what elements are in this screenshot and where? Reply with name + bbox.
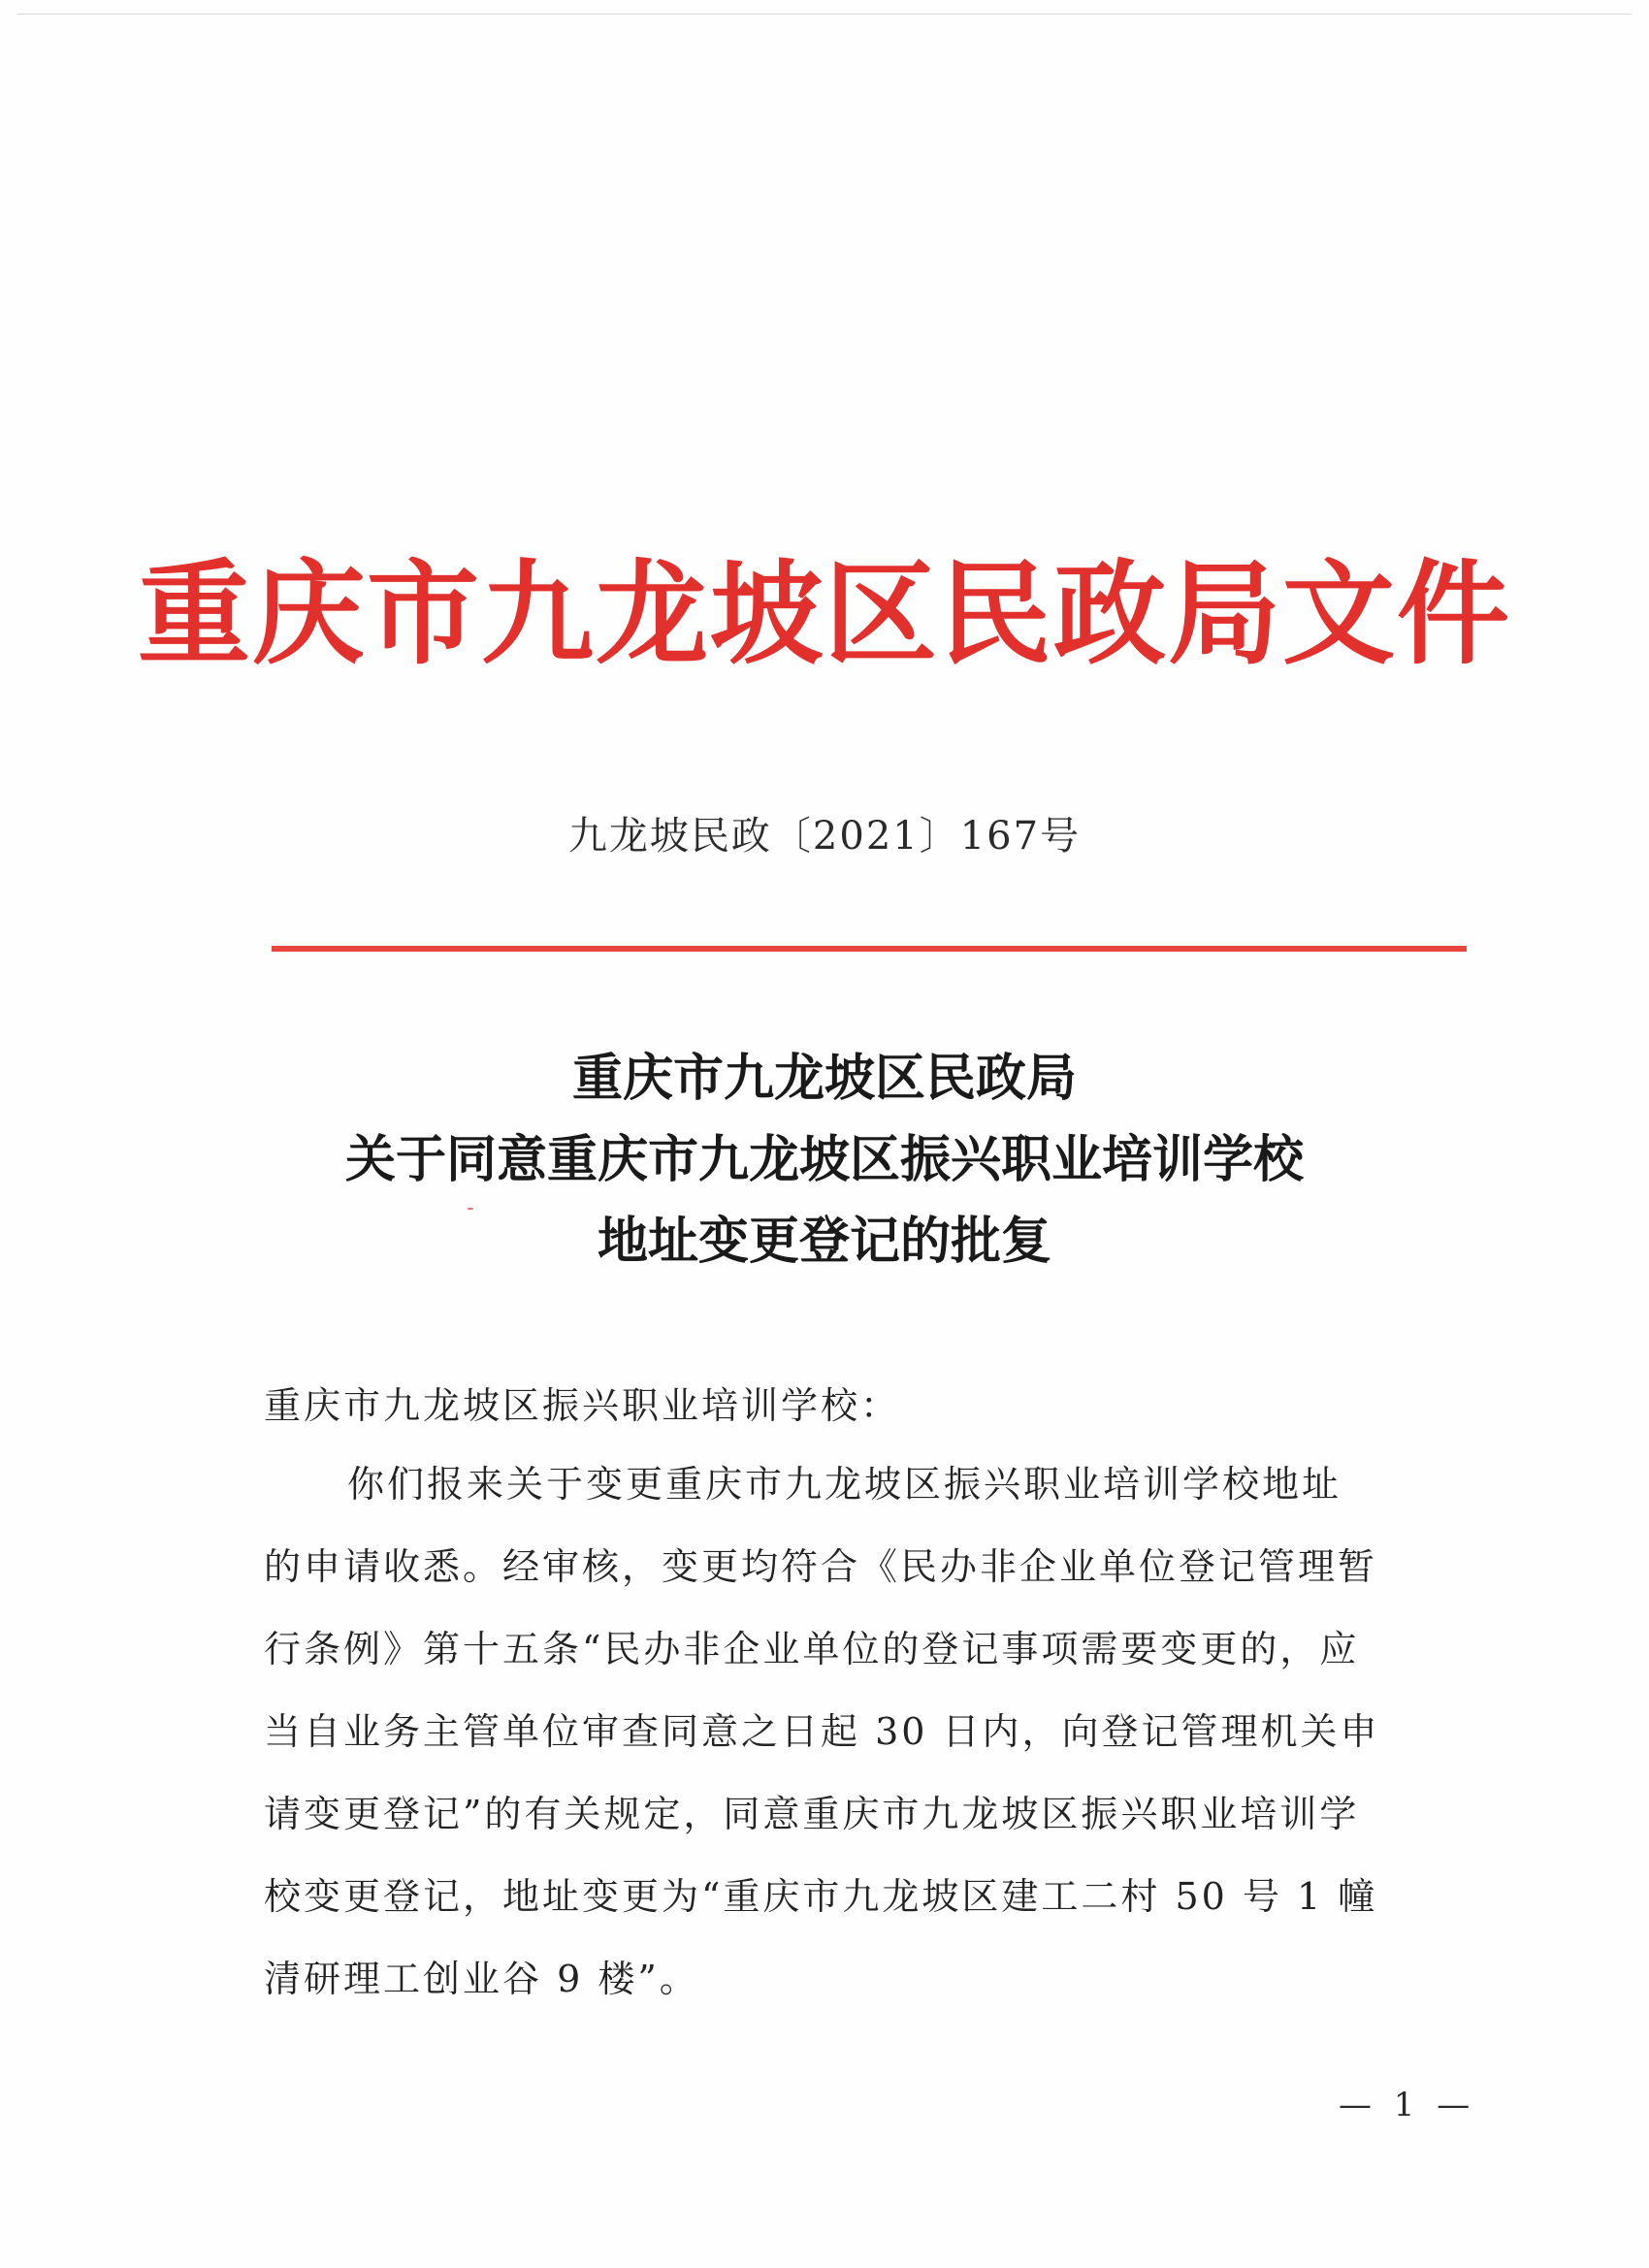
document-title (0, 1038, 1649, 1282)
body-paragraph (264, 1443, 1457, 2021)
body-line: 当自业务主管单位审查同意之日起 30 日内，向登记管理机关申 (264, 1710, 1380, 1753)
red-divider-rule (272, 946, 1467, 952)
scan-edge-line (17, 14, 1632, 15)
body-line: 你们报来关于变更重庆市九龙坡区振兴职业培训学校地址 (347, 1463, 1342, 1506)
title-line: 重庆市九龙坡区民政局 (571, 1049, 1077, 1108)
scan-speck (468, 1208, 473, 1210)
body-line: 行条例》第十五条“民办非企业单位的登记事项需要变更的，应 (264, 1628, 1360, 1670)
body-line: 清研理工创业谷 9 楼”。 (264, 1958, 699, 2000)
salutation: 重庆市九龙坡区振兴职业培训学校： (264, 1384, 901, 1427)
body-line: 的申请收悉。经审核，变更均符合《民办非企业单位登记管理暂 (264, 1545, 1378, 1588)
masthead-title: 重庆市九龙坡区民政局文件 (138, 548, 1511, 680)
title-line: 关于同意重庆市九龙坡区振兴职业培训学校 (344, 1130, 1304, 1189)
body-line: 请变更登记”的有关规定，同意重庆市九龙坡区振兴职业培训学 (264, 1793, 1360, 1835)
body-line: 校变更登记，地址变更为“重庆市九龙坡区建工二村 50 号 1 幢 (264, 1875, 1378, 1918)
title-line: 地址变更登记的批复 (597, 1212, 1051, 1271)
page-number: — 1 — (1339, 2086, 1476, 2124)
document-number: 九龙坡民政〔2021〕167号 (567, 814, 1082, 859)
